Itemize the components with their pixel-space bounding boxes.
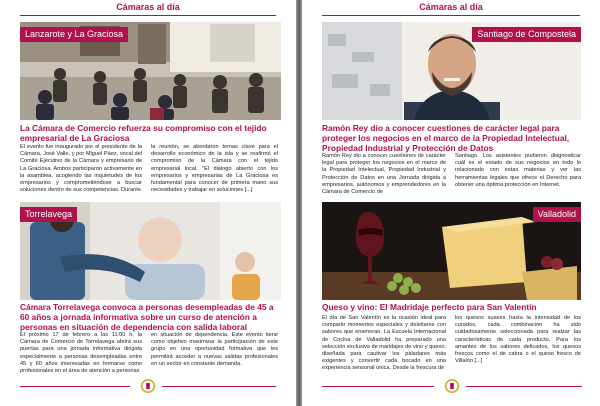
article-headline[interactable]: Ramón Rey dio a conocer cuestiones de carácter legal para proteger los negocios en el marco de la Propiedad Intelectual, Propiedad Industrial y Protección de Datos xyxy=(322,123,570,153)
cheese-wine-photo xyxy=(322,202,581,300)
article-body-col2: los quesos suaves hasta la intensidad de los curados, cada combinación ha sido cuidadosamente seleccionada para realzar las características de cada producto. Para los amantes de los sabores delicados, los quesos frescos como el de cabra o el queso fresco de Villalón [...] xyxy=(455,315,581,365)
section-title: Cámaras al día xyxy=(419,2,483,12)
header-rule xyxy=(322,15,580,16)
location-tag: Torrelavega xyxy=(20,207,77,222)
chamber-logo-icon xyxy=(141,379,155,393)
location-tag: Lanzarote y La Graciosa xyxy=(20,27,128,42)
header-rule xyxy=(20,15,276,16)
article-body-col2: la reunión, se abordaron temas clave para el desarrollo económico de la isla y se reafirmó el compromiso de la Cámara con el tejido empresarial local. "El diálogo abierto con los empresarios y empresarias de La Graciosa es fundamental para conocer de primera mano sus necesidades y trabajar en soluciones [...] xyxy=(151,144,278,194)
article-headline[interactable]: La Cámara de Comercio refuerza su compromiso con el tejido empresarial de La Graciosa xyxy=(20,123,267,143)
footer-rule-left xyxy=(20,386,130,387)
article-headline[interactable]: Queso y vino: El Madridaje perfecto para San Valentín xyxy=(322,302,537,312)
footer-rule-right xyxy=(162,386,276,387)
chamber-logo-icon xyxy=(445,379,459,393)
caregiver-photo xyxy=(20,202,281,300)
meeting-photo xyxy=(20,22,281,120)
article-body-col1: El día de San Valentín es la ocasión ideal para compartir momentos especiales y deleitarse con sabores que enamoran. La Escuela Internacional de Cocina de Valladolid ha preparado una selección exclusiva de maridajes de vino y queso, diseñada para cautivar los paladares más exigentes y convertir cada bocado en una experiencia sensorial única. Desde la frescura de xyxy=(322,315,446,372)
article-body-col2: en situación de dependencia. Este evento tiene como objetivo maximizar la participación de este grupo en una oportunidad formativa que les permitirá acceder a nuevas salidas profesionales en un sector en constante demanda. xyxy=(151,332,278,367)
page-header xyxy=(302,0,600,16)
article-body-col1: El próximo 17 de febrero a las 11:00 h, la Cámara de Comercio de Torrelavega abrirá sus puertas para una jornada informativa dirigida especialmente a personas desempleadas entre 45 y 60 años interesadas en formarse como profesionales en el área de atención a personas xyxy=(20,332,142,375)
right-page xyxy=(302,0,600,406)
footer-rule-right xyxy=(466,386,582,387)
portrait-photo xyxy=(322,22,581,120)
article-body-col1: Ramón Rey dio a conocer cuestiones de carácter legal para proteger los negocios en el marco de la Propiedad Intelectual, Propiedad Industrial y Protección de Datos en una Jornada dirigida a empresarios, autónomos y emprendedores en la Cámara de Comercio de xyxy=(322,153,446,196)
article-body-col1: El evento fue inaugurado por el presidente de la Cámara, José Valle, y por Miguel Páez, vocal del Comité Ejecutivo de la Cámara y empresario de La Graciosa. Ambos participaron activamente en la asamblea, acogiendo las inquietudes de los empresarios y comprometiéndose a buscar soluciones dentro de sus competencias. Durante xyxy=(20,144,142,194)
location-tag: Santiago de Compostela xyxy=(472,27,581,42)
article-body-col2: Santiago. Los asistentes pudieron diagnosticar cuál es el estado de sus negocios en todo lo relacionado con estas materias y ver las herramientas legales que ofrece el Derecho para obtener una óptima protección en Internet. xyxy=(455,153,581,188)
page-header xyxy=(0,0,296,16)
article-headline[interactable]: Cámara Torrelavega convoca a personas desempleadas de 45 a 60 años a jornada informativa sobre un curso de atención a personas en situación de dependencia con salida laboral xyxy=(20,302,274,332)
left-page xyxy=(0,0,296,406)
location-tag: Valladolid xyxy=(533,207,581,222)
section-title: Cámaras al día xyxy=(116,2,180,12)
footer-rule-left xyxy=(322,386,434,387)
